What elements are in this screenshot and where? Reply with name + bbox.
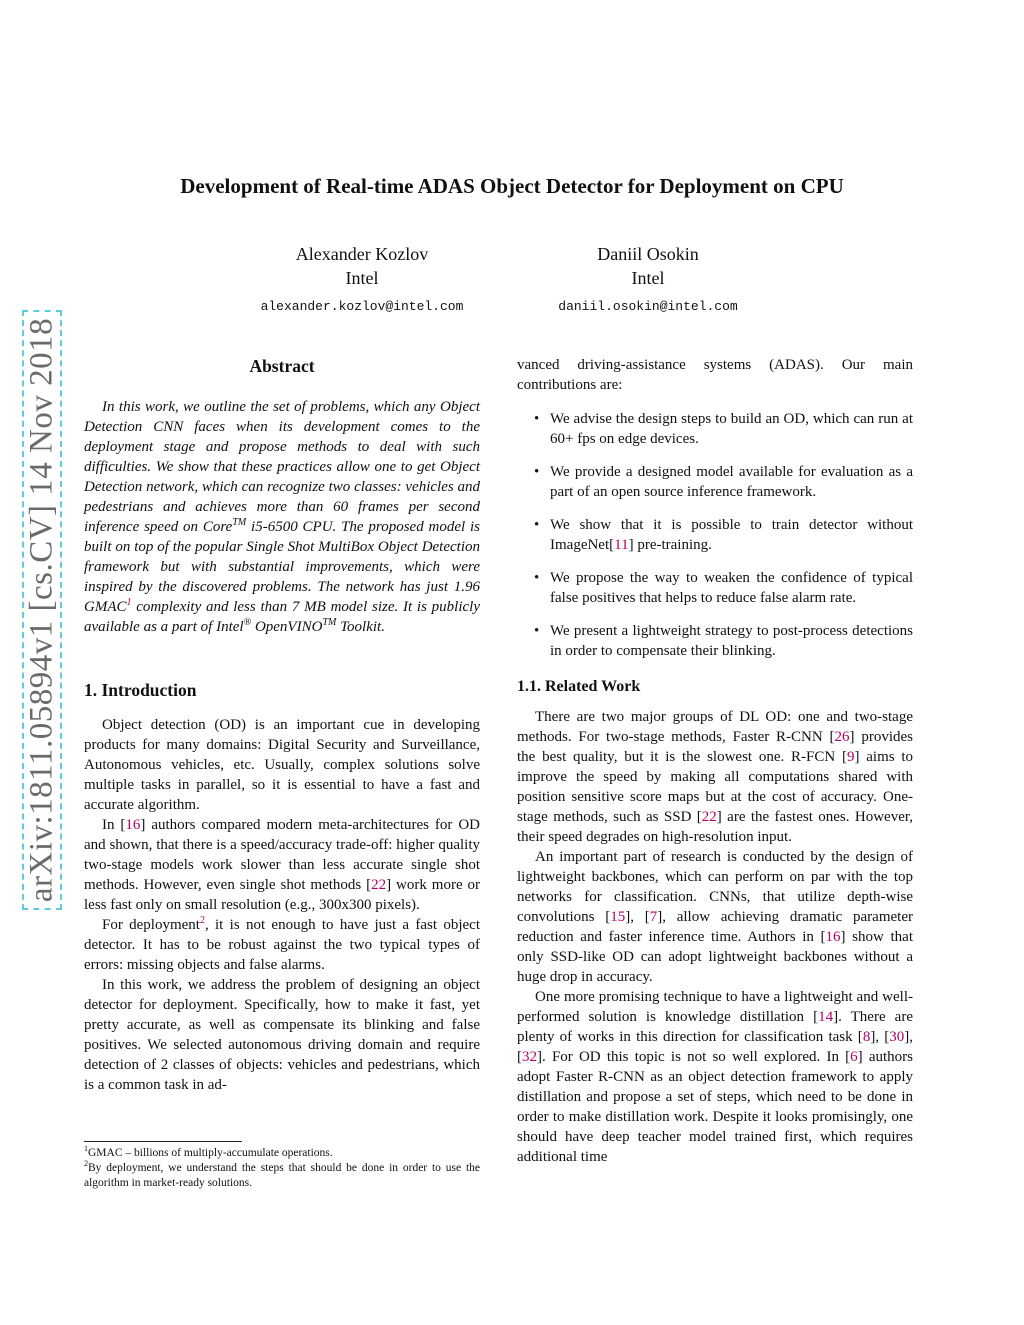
bullet: • [534,464,540,480]
citation-link[interactable]: 30 [889,1029,905,1045]
citation-link[interactable]: 32 [522,1049,537,1065]
citation-link[interactable]: 6 [850,1049,858,1065]
bullet: • [534,623,540,639]
intro-continuation: vanced driving-assistance systems (ADAS). Our main contributions are: [517,357,913,393]
list-item: • We provide a designed model available for evaluation as a part of an open source inference framework. [534,464,913,500]
citation-link[interactable]: 22 [371,877,387,893]
author-block-2 [498,242,798,319]
author-email[interactable]: daniil.osokin@intel.com [558,299,738,314]
list-item: • We propose the way to weaken the confidence of typical false positives that helps to reduce false alarm rate. [534,570,913,606]
abstract-heading: Abstract [249,356,315,376]
arxiv-identifier-stamp [22,310,62,910]
right-column [517,355,913,1167]
author-block-1 [212,242,512,319]
author-name: Alexander Kozlov [295,244,429,264]
footnotes [84,1141,480,1191]
author-affiliation: Intel [345,268,379,288]
footnote-ref-2[interactable]: 2 [199,915,205,926]
citation-link[interactable]: 22 [701,809,717,825]
intro-paragraph-2: In [16] authors compared modern meta-architectures for OD and shown, that there is a speed/accuracy trade-off: higher quality two-stage models work slower than less accurate single shot methods. However, even single shot methods [22] work more or less fast only on small resolution (e.g., 300x300 pixels). [84,817,481,913]
bullet: • [534,570,540,586]
related-work-paragraph-2: An important part of research is conducted by the design of lightweight backbones, which can perform on par with the top networks for classification. CNNs, that utilize depth-wise convolutions [15], [7], allow achieving dramatic parameter reduction and faster inference time. Authors in [16] show that only SSD-like OD can adopt lightweight backbones without a huge drop in accuracy. [517,849,913,985]
left-column [84,355,480,1095]
citation-link[interactable]: 7 [649,909,658,925]
intro-paragraph-1: Object detection (OD) is an important cue in developing products for many domains: Digital Security and Surveillance, Autonomous vehicles, etc. Usually, complex solutions solve multiple tasks in parallel, so it is essential to have a fast and accurate algorithm. [84,717,480,813]
contributions-list [517,409,913,661]
bullet: • [534,411,540,427]
intro-paragraph-4: In this work, we address the problem of designing an object detector for deployment. Specifically, how to make it fast, yet pretty accurate, as well as compensate its blinking and false positives. We selected autonomous driving domain and require detection of 2 classes of objects: vehicles and pedestrians, which is a common task in ad- [84,977,480,1093]
bullet: • [534,517,540,533]
arxiv-identifier: arXiv:1811.05894v1 [cs.CV] 14 Nov 2018 [23,317,60,903]
citation-link[interactable]: 11 [614,537,629,553]
citation-link[interactable]: 26 [834,729,850,745]
citation-link[interactable]: 8 [862,1029,871,1045]
citation-link[interactable]: 14 [818,1009,834,1025]
list-item: • We show that it is possible to train detector without ImageNet[11] pre-training. [534,517,913,553]
list-item: • We advise the design steps to build an OD, which can run at 60+ fps on edge devices. [534,411,913,447]
footnote-divider [84,1141,242,1142]
intro-paragraph-3: For deployment$^2$, it is not enough to have just a fast object detector. It has to be robust against the two typical types of errors: missing objects and false alarms. [84,915,481,973]
abstract-text: In this work, we outline the set of problems, which any Object Detection CNN faces when its development comes to the deployment stage and propose methods to deal with such difficulties. We show that these practices allow one to get Object Detection network, which can recognize two classes: vehicles and pedestrians and achieves more than 60 frames per second inference speed on Core™ i5-6500 CPU. The proposed model is built on top of the popular Single Shot MultiBox Object Detection framework but with substantial improvements, which were inspired by the discovered problems. The network has just 1.96 GMAC$^1$ complexity and less than 7 MB model size. It is publicly available as a part of Intel® OpenVINO™ Toolkit. [84,399,480,635]
citation-link[interactable]: 16 [125,817,141,833]
paper-title: Development of Real-time ADAS Object Detector for Deployment on CPU [180,174,844,198]
related-work-paragraph-3: One more promising technique to have a lightweight and well-performed solution is knowledge distillation [14]. There are plenty of works in this direction for classification task [8], [30], [32]. For OD this topic is not so well explored. In [6] authors adopt Faster R-CNN as an object detection framework to apply distillation and propose a set of steps, which need to be done in order to make distillation work. Despite it looks promisingly, one should have deep teacher model trained first, which requires additional time [517,989,914,1165]
footnote-1: $^1$GMAC – billions of multiply-accumulate operations. [84,1144,333,1159]
list-item: • We present a lightweight strategy to post-process detections in order to compensate their blinking. [534,623,913,659]
citation-link[interactable]: 9 [846,749,855,765]
author-affiliation: Intel [631,268,665,288]
footnote-ref-1[interactable]: 1 [126,597,132,608]
footnote-2: $^2$By deployment, we understand the steps that should be done in order to use the algorithm in market-ready solutions. [84,1159,480,1189]
citation-link[interactable]: 16 [825,929,841,945]
citation-link[interactable]: 15 [610,909,626,925]
author-name: Daniil Osokin [597,244,699,264]
section-heading-introduction: 1. Introduction [84,680,197,700]
subsection-heading-related-work: 1.1. Related Work [517,678,641,695]
author-email[interactable]: alexander.kozlov@intel.com [260,299,464,314]
related-work-paragraph-1: There are two major groups of DL OD: one and two-stage methods. For two-stage methods, Faster R-CNN [26] provides the best quality, but it is the slowest one. R-FCN [9] aims to improve the speed by making all computations shared with position sensitive score maps but at the cost of accuracy. One-stage methods, such as SSD [22] are the fastest ones. However, their speed degrades on high-resolution input. [517,709,914,845]
